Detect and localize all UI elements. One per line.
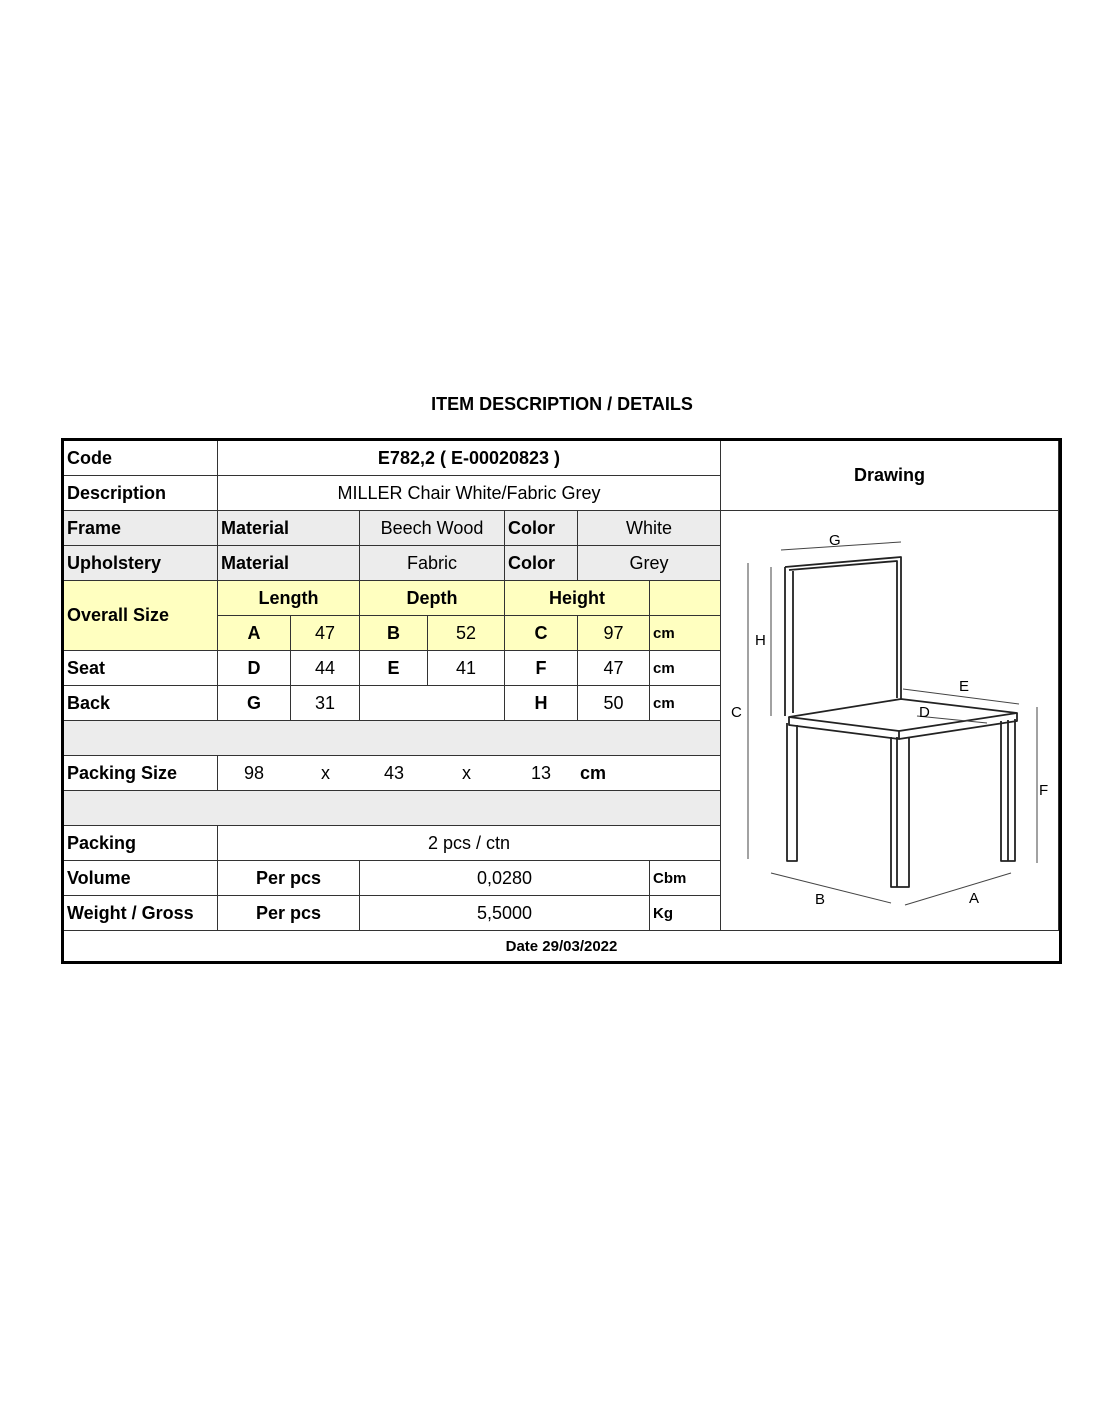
description-label: Description xyxy=(64,476,218,511)
description-value: MILLER Chair White/Fabric Grey xyxy=(218,476,721,511)
overall-c-value: 97 xyxy=(578,616,650,651)
dim-label-d: D xyxy=(919,704,930,721)
back-g-label: G xyxy=(218,686,291,721)
chair-outline xyxy=(785,557,1017,887)
spacer-row xyxy=(64,721,721,756)
back-unit: cm xyxy=(650,686,721,721)
volume-value: 0,0280 xyxy=(360,861,650,896)
packing-height: 13 xyxy=(531,762,552,783)
volume-unit: Cbm xyxy=(650,861,721,896)
overall-b-label: B xyxy=(360,616,428,651)
weight-value: 5,5000 xyxy=(360,896,650,931)
overall-a-label: A xyxy=(218,616,291,651)
upholstery-color-label: Color xyxy=(505,546,578,581)
overall-b-value: 52 xyxy=(428,616,505,651)
depth-header: Depth xyxy=(360,581,505,616)
packing-label: Packing xyxy=(64,826,218,861)
code-value: E782,2 ( E-00020823 ) xyxy=(218,441,721,476)
dimension-lines xyxy=(748,542,1037,905)
overall-size-label: Overall Size xyxy=(64,581,218,651)
volume-label: Volume xyxy=(64,861,218,896)
back-label: Back xyxy=(64,686,218,721)
frame-material-value: Beech Wood xyxy=(360,511,505,546)
upholstery-material-label: Material xyxy=(218,546,360,581)
upholstery-color-value: Grey xyxy=(578,546,721,581)
packing-unit: cm xyxy=(580,762,607,783)
back-blank xyxy=(360,686,505,721)
frame-material-label: Material xyxy=(218,511,360,546)
seat-f-value: 47 xyxy=(578,651,650,686)
upholstery-label: Upholstery xyxy=(64,546,218,581)
code-label: Code xyxy=(64,441,218,476)
weight-unit: Kg xyxy=(650,896,721,931)
overall-a-value: 47 xyxy=(291,616,360,651)
back-g-value: 31 xyxy=(291,686,360,721)
volume-per: Per pcs xyxy=(218,861,360,896)
seat-d-label: D xyxy=(218,651,291,686)
packing-width: 43 xyxy=(384,762,405,783)
packing-size-value-cell xyxy=(218,756,721,791)
chair-drawing xyxy=(721,511,1059,931)
dim-label-g: G xyxy=(829,532,841,549)
dim-label-c: C xyxy=(731,704,742,721)
date-footer: Date 29/03/2022 xyxy=(505,937,618,955)
seat-d-value: 44 xyxy=(291,651,360,686)
overall-c-label: C xyxy=(505,616,578,651)
weight-per: Per pcs xyxy=(218,896,360,931)
packing-x-1: x xyxy=(321,762,330,783)
dim-label-h: H xyxy=(755,632,766,649)
packing-length: 98 xyxy=(244,762,265,783)
back-h-label: H xyxy=(505,686,578,721)
item-details-sheet xyxy=(61,438,1062,964)
seat-label: Seat xyxy=(64,651,218,686)
packing-x-2: x xyxy=(462,762,471,783)
seat-f-label: F xyxy=(505,651,578,686)
height-header: Height xyxy=(505,581,650,616)
dim-label-b: B xyxy=(815,891,826,908)
spacer-row-2 xyxy=(64,791,721,826)
drawing-label: Drawing xyxy=(721,441,1059,511)
frame-label: Frame xyxy=(64,511,218,546)
frame-color-label: Color xyxy=(505,511,578,546)
upholstery-material-value: Fabric xyxy=(360,546,505,581)
packing-size-label: Packing Size xyxy=(64,756,218,791)
dim-label-f: F xyxy=(1039,782,1049,799)
overall-unit: cm xyxy=(650,616,721,651)
packing-value: 2 pcs / ctn xyxy=(218,826,721,861)
weight-label: Weight / Gross xyxy=(64,896,218,931)
page-title: ITEM DESCRIPTION / DETAILS xyxy=(431,394,693,414)
seat-e-label: E xyxy=(360,651,428,686)
back-h-value: 50 xyxy=(578,686,650,721)
seat-e-value: 41 xyxy=(428,651,505,686)
dim-label-a: A xyxy=(969,890,980,907)
overall-size-header-blank xyxy=(650,581,721,616)
dim-label-e: E xyxy=(959,678,970,695)
seat-unit: cm xyxy=(650,651,721,686)
frame-color-value: White xyxy=(578,511,721,546)
length-header: Length xyxy=(218,581,360,616)
